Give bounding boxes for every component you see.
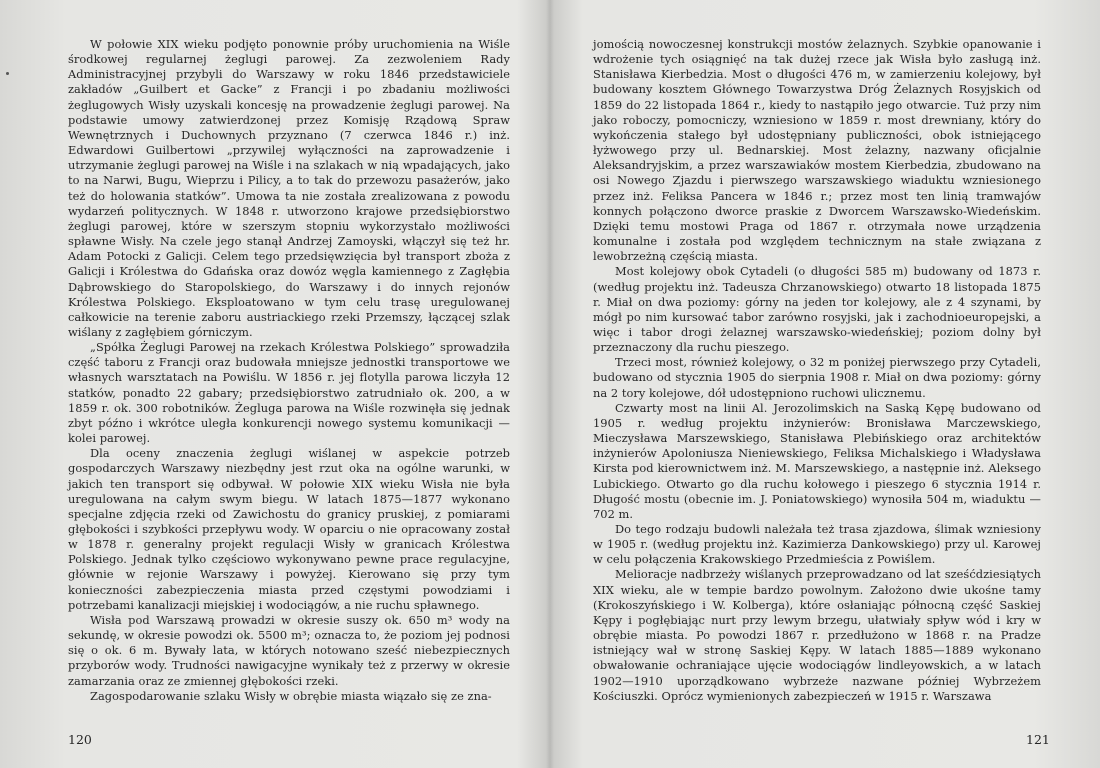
paragraph: Trzeci most, również kolejowy, o 32 m poniżej pierwszego przy Cytadeli, budowano od stycznia 1905 do sierpnia 1908 r. Miał on dwa poziomy: górny na 2 tory kolejowe, dół udostępniono ruchowi ulicznemu. [593, 355, 1041, 400]
paragraph-continued: jomością nowoczesnej konstrukcji mostów żelaznych. Szybkie opanowanie i wdrożenie tych osiągnięć na tak dużej rzece jak Wisła było zasługą inż. Stanisława Kierbedzia. Most o długości 476 m, w zamierzeniu kolejowy, był budowany kosztem Głównego Towarzystwa Dróg Żelaznych Rosyjskich od 1859 do 22 listopada 1864 r., kiedy to nastąpiło jego otwarcie. Tuż przy nim jako roboczy, pomocniczy, wzniesiono w 1859 r. most drewniany, który do wykończenia stałego był udostępniany publiczności, obok istniejącego łyżwowego przy ul. Bednarskiej. Most żelazny, nazwany oficjalnie Aleksandryjskim, a przez warszawiaków mostem Kierbedzia, zbudowano na osi Nowego Zjazdu i pierwszego warszawskiego wiaduktu wzniesionego przez inż. Feliksa Pancera w 1846 r.; przez most ten linią tramwajów konnych połączono dworce praskie z Dworcem Warszawsko-Wiedeńskim. Dzięki temu mostowi Praga od 1867 r. otrzymała nowe urządzenia komunalne i została pod względem technicznym na stałe związana z lewobrzeżną częścią miasta. [593, 37, 1041, 264]
ink-speck [6, 72, 9, 75]
right-page-text [593, 37, 1041, 704]
page-number-right: 121 [1026, 732, 1050, 747]
left-page-text [68, 37, 510, 704]
paragraph: Czwarty most na linii Al. Jerozolimskich na Saską Kępę budowano od 1905 r. według projektu inżynierów: Bronisława Marczewskiego, Mieczysława Marszewskiego, Stanisława Plebińskiego oraz architektów inżynierów Apoloniusza Nieniewskiego, Feliksa Michalskiego i Władysława Kirsta pod kierownictwem inż. M. Marszewskiego, a następnie inż. Aleksego Lubickiego. Otwarto go dla ruchu kołowego i pieszego 6 stycznia 1914 r. Długość mostu (obecnie im. J. Poniatowskiego) wynosiła 504 m, wiaduktu — 702 m. [593, 400, 1041, 521]
paragraph: Melioracje nadbrzeży wiślanych przeprowadzano od lat sześćdziesiątych XIX wieku, ale w tempie bardzo powolnym. Założono dwie ukośne tamy (Krokoszyńskiego i W. Kolberga), które osłaniając północną część Saskiej Kępy i pogłębiając nurt przy lewym brzegu, ułatwiały spływ wód i kry w obrębie miasta. Po powodzi 1867 r. przedłużono w 1868 r. na Pradze istniejący wał w stronę Saskiej Kępy. W latach 1885—1889 wykonano obwałowanie ochraniające ujęcie wodociągów lindleyowskich, a w latach 1902—1910 uporządkowano wybrzeże nazwane później Wybrzeżem Kościuszki. Oprócz wymienionych zabezpieczeń w 1915 r. Warszawa [593, 567, 1041, 703]
right-page [550, 0, 1100, 768]
paragraph: Zagospodarowanie szlaku Wisły w obrębie miasta wiązało się ze zna- [90, 688, 492, 703]
paragraph: Do tego rodzaju budowli należała też trasa zjazdowa, ślimak wzniesiony w 1905 r. (według projektu inż. Kazimierza Dankowskiego) przy ul. Karowej w celu połączenia Krakowskiego Przedmieścia z Powiślem. [593, 522, 1041, 567]
paragraph: Most kolejowy obok Cytadeli (o długości 585 m) budowany od 1873 r. (według projektu inż. Tadeusza Chrzanowskiego) otwarto 18 listopada 1875 r. Miał on dwa poziomy: górny na jeden tor kolejowy, ale z 4 szynami, by mógł po nim kursować tabor zarówno rosyjski, jak i zachodnioeuropejski, a więc i tabor drogi żelaznej warszawsko-wiedeńskiej; poziom dolny był przeznaczony dla ruchu pieszego. [593, 264, 1041, 355]
paragraph: W połowie XIX wieku podjęto ponownie próby uruchomienia na Wiśle środkowej regularnej żeglugi parowej. Za zezwoleniem Rady Administracyjnej przybyli do Warszawy w roku 1846 przedstawiciele zakładów „Guilbert et Gacke” z Francji i po zbadaniu możliwości żeglugowych Wisły uzyskali koncesję na prowadzenie żeglugi parowej. Na podstawie umowy zatwierdzonej przez Komisję Rządową Spraw Wewnętrznych i Duchownych przyznano (7 czerwca 1846 r.) inż. Edwardowi Guilbertowi „przywilej wyłączności na zaprowadzenie i utrzymanie żeglugi parowej na Wiśle i na szlakach w nią wpadających, jako to na Narwi, Bugu, Wieprzu i Pilicy, a to tak do przewozu pasażerów, jako też do holowania statków”. Umowa ta nie została zrealizowana z powodu wydarzeń politycznych. W 1848 r. utworzono krajowe przedsiębiorstwo żeglugi parowej, które w szerszym stopniu wykorzystało możliwości spławne Wisły. Na czele jego stanął Andrzej Zamoyski, włączył się też hr. Adam Potocki z Galicji. Celem tego przedsięwzięcia był transport zboża z Galicji i Królestwa do Gdańska oraz dowóz węgla kamiennego z Zagłębia Dąbrowskiego do Staropolskiego, do Warszawy i do innych rejonów Królestwa Polskiego. Eksploatowano w tym celu trasę uregulowanej całkowicie na terenie zaboru austriackiego rzeki Przemszy, łączącej szlak wiślany z zagłębiem górniczym. [68, 37, 510, 339]
page-number-left: 120 [68, 732, 92, 747]
paragraph: Dla oceny znaczenia żeglugi wiślanej w aspekcie potrzeb gospodarczych Warszawy niezbędny jest rzut oka na ogólne warunki, w jakich ten transport się odbywał. W połowie XIX wieku Wisła nie była uregulowana na całym swym biegu. W latach 1875—1877 wykonano specjalne zdjęcia rzeki od Zawichostu do granicy pruskiej, z pomiarami głębokości i szybkości przepływu wody. W oparciu o nie opracowany został w 1878 r. generalny projekt regulacji Wisły w granicach Królestwa Polskiego. Jednak tylko częściowo wykonywano pewne prace regulacyjne, głównie w rejonie Warszawy i powyżej. Kierowano się przy tym konieczności zabezpieczenia miasta przed częstymi powodziami i potrzebami kanalizacji miejskiej i wodociągów, a nie ruchu spławnego. [68, 446, 510, 612]
paragraph: „Spółka Żeglugi Parowej na rzekach Królestwa Polskiego” sprowadziła część taboru z Francji oraz budowała mniejsze jednostki transportowe we własnych warsztatach na Powiślu. W 1856 r. jej flotylla parowa liczyła 12 statków, ponadto 22 gabary; przedsiębiorstwo zatrudniało ok. 200, a w 1859 r. ok. 300 robotników. Żegluga parowa na Wiśle rozwinęła się jednak zbyt późno i wkrótce uległa konkurencji nowego systemu komunikacji — kolei parowej. [68, 340, 510, 446]
paragraph: Wisła pod Warszawą prowadzi w okresie suszy ok. 650 m³ wody na sekundę, w okresie powodzi ok. 5500 m³; oznacza to, że poziom jej podnosi się o ok. 6 m. Bywały lata, w których notowano sześć niebezpiecznych przyborów wody. Trudności nawigacyjne wynikały też z przerwy w okresie zamarzania oraz ze zmiennej głębokości rzeki. [68, 612, 510, 688]
